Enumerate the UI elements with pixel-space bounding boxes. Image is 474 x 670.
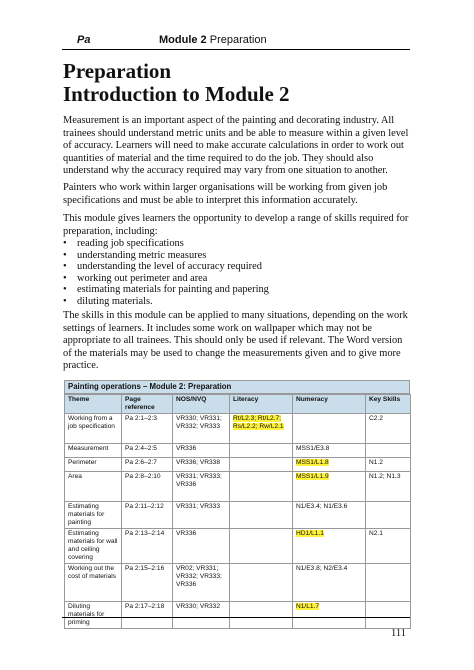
page-title [63,60,423,106]
cell-page: Pa 2:15–2:16 [122,564,173,602]
column-header-key-skills: Key Skills [366,395,411,414]
list-item: • estimating materials for painting and papering [63,284,269,296]
list-item: • working out perimeter and area [63,273,269,285]
cell-nos: VR336 [173,529,230,564]
cell-literacy [230,444,293,458]
cell-page: Pa 2:4–2:5 [122,444,173,458]
skills-list [63,238,269,308]
column-header-page: Page reference [122,395,173,414]
cell-theme: Diluting materials for priming [65,602,122,629]
table-row [65,529,411,564]
cell-key-skills [366,444,411,458]
cell-key-skills [366,502,411,529]
cell-literacy [230,529,293,564]
cell-numeracy: MSS1/E3.8 [293,444,366,458]
table-row [65,472,411,502]
cell-page: Pa 2:6–2:7 [122,458,173,472]
cell-literacy [230,602,293,629]
cell-numeracy: N1/E3.4; N1/E3.6 [293,502,366,529]
paragraph-2: Painters who work within larger organisations will be working from given job specifications and must be able to interpret this information accurately. [63,182,388,206]
cell-key-skills: N2.1 [366,529,411,564]
paragraph-1: Measurement is an important aspect of the painting and decorating industry. All trainees should understand metric units and be able to measure within a given level of accuracy. Learners will need to make accurate calculations in order to work out quantities of material and the time required to do the job. They should also understand why the accuracy required may vary from one situation to another. [63,115,409,177]
list-item: • understanding metric measures [63,250,269,262]
cell-nos: VR330; VR331; VR332; VR333 [173,414,230,444]
cell-theme: Area [65,472,122,502]
highlighted-code: N1/L1.7 [296,603,320,610]
cell-theme: Working out the cost of materials [65,564,122,602]
page-number: 111 [391,628,406,639]
table-row [65,444,411,458]
table-title: Painting operations – Module 2: Preparation [64,380,410,394]
cell-numeracy [293,529,366,564]
cell-literacy [230,414,293,444]
cell-theme: Working from a job specification [65,414,122,444]
table-row [65,564,411,602]
list-item: • understanding the level of accuracy required [63,261,269,273]
cell-page: Pa 2:11–2:12 [122,502,173,529]
cell-theme: Estimating materials for painting [65,502,122,529]
title-line-2: Introduction to Module 2 [63,82,290,106]
cell-literacy [230,472,293,502]
cell-numeracy [293,602,366,629]
cell-key-skills: N1.2; N1.3 [366,472,411,502]
cell-nos: VR330; VR332 [173,602,230,629]
cell-nos: VR331; VR333; VR336 [173,472,230,502]
cell-numeracy [293,472,366,502]
cell-theme: Perimeter [65,458,122,472]
list-item: • diluting materials. [63,296,269,308]
highlighted-code: Rt/L2.3; Rt/L2.7; Rs/L2.2; Rw/L2.1 [233,415,284,430]
cell-literacy [230,564,293,602]
table-row [65,602,411,629]
highlighted-code: MSS1/L1.8 [296,459,329,466]
cell-literacy [230,502,293,529]
table-row [65,414,411,444]
cell-literacy [230,458,293,472]
list-item: • reading job specifications [63,238,269,250]
column-header-literacy: Literacy [230,395,293,414]
header-module [159,34,267,46]
paragraph-3: This module gives learners the opportunity to develop a range of skills required for preparation, including: [63,213,409,237]
cell-page: Pa 2:17–2:18 [122,602,173,629]
cell-page: Pa 2:8–2:10 [122,472,173,502]
cell-numeracy [293,458,366,472]
cell-nos: VR02; VR331; VR332; VR333; VR336 [173,564,230,602]
header-rule [62,49,410,50]
cell-key-skills: N1.2 [366,458,411,472]
cell-nos: VR336 [173,444,230,458]
highlighted-code: MSS1/L1.9 [296,473,329,480]
column-header-theme: Theme [65,395,122,414]
cell-key-skills [366,602,411,629]
column-header-nos: NOS/NVQ [173,395,230,414]
cell-nos: VR336; VR338 [173,458,230,472]
cell-numeracy: N1/E3.8; N2/E3.4 [293,564,366,602]
table-header-row [65,395,411,414]
cell-theme: Measurement [65,444,122,458]
cell-key-skills: C2.2 [366,414,411,444]
cell-page: Pa 2:13–2:14 [122,529,173,564]
cell-key-skills [366,564,411,602]
header-code: Pa [77,34,91,46]
cell-nos: VR331; VR333 [173,502,230,529]
table-row [65,502,411,529]
title-line-1: Preparation [63,59,172,83]
footer-rule [62,617,410,618]
cell-page: Pa 2:1–2:3 [122,414,173,444]
header-module-name: Preparation [206,34,267,46]
cell-numeracy [293,414,366,444]
header-module-number: Module 2 [159,34,207,46]
paragraph-4: The skills in this module can be applied to many situations, depending on the work settings of learners. It includes some work on wallpaper which may not be appropriate to all trainees. This should only be used if relevant. The Word version of the materials may be used to change the measurements given and to give more practice. [63,310,408,372]
cell-theme: Estimating materials for wall and ceiling covering [65,529,122,564]
table-row [65,458,411,472]
table-grid [64,394,411,629]
mapping-table [64,380,410,629]
column-header-numeracy: Numeracy [293,395,366,414]
highlighted-code: HD1/L1.1 [296,530,324,537]
